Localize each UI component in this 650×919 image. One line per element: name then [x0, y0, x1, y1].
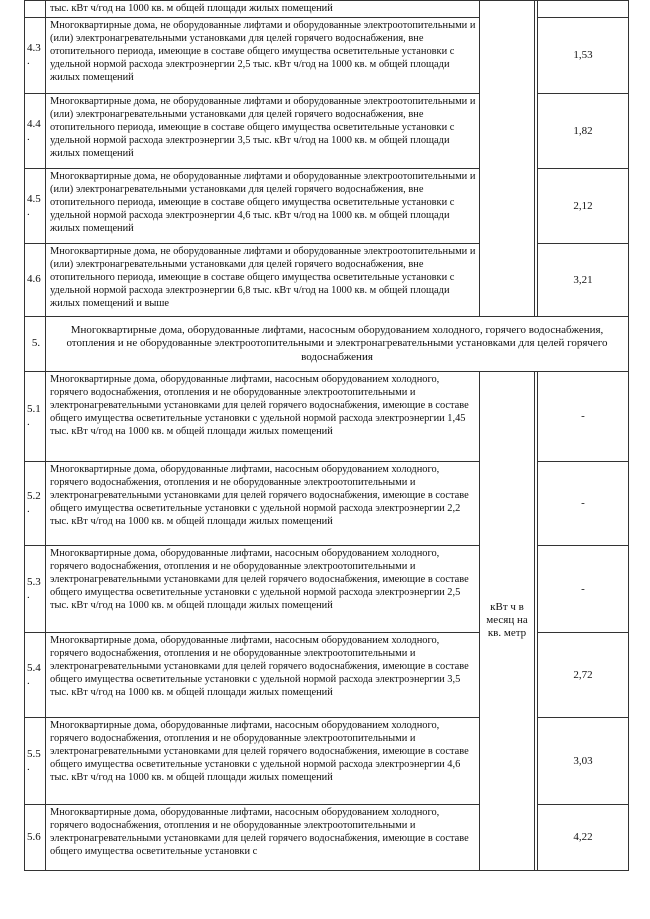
- unit-cell: [480, 1, 535, 317]
- row-value: 2,72: [538, 632, 629, 717]
- table-row: [25, 371, 629, 461]
- row-number: 5.2 .: [25, 461, 46, 545]
- row-value: 2,12: [538, 168, 629, 243]
- row-description: Многоквартирные дома, оборудованные лифтами, насосным оборудованием холодного, горячего водоснабжения, отопления и не оборудованные электроотопительными и электронагревательными установками для целей горячего водоснабжения, имеющие в составе общего имущества осветительные установки с удельной нормой расхода электроэнергии 3,5 тыс. кВт ч/год на 1000 кв. м общей площади жилых помещений: [46, 632, 480, 717]
- row-number: 5.3 .: [25, 545, 46, 632]
- row-number: 5.5 .: [25, 717, 46, 804]
- row-value: 1,53: [538, 17, 629, 93]
- row-description: Многоквартирные дома, не оборудованные лифтами и оборудованные электроотопительными и (или) электронагревательными установками для целей горячего водоснабжения, вне отопительного периода, имеющие в составе общего имущества осветительные установки с удельной нормой расхода электроэнергии 6,8 тыс. кВт ч/год на 1000 кв. м общей площади жилых помещений и выше: [46, 243, 480, 316]
- row-number: 5.4 .: [25, 632, 46, 717]
- row-number: 4.3 .: [25, 17, 46, 93]
- table-row: [25, 461, 629, 545]
- row-number: 5.1 .: [25, 371, 46, 461]
- table-row: [25, 17, 629, 93]
- table-row: [25, 168, 629, 243]
- section-heading: Многоквартирные дома, оборудованные лифтами, насосным оборудованием холодного, горячего водоснабжения, отопления и не оборудованные электроотопительными и электронагревательными установками для целей горячего водоснабжения: [46, 316, 629, 371]
- row-value: 4,22: [538, 804, 629, 870]
- table-row: [25, 804, 629, 870]
- unit-cell: [480, 371, 535, 870]
- row-description: Многоквартирные дома, оборудованные лифтами, насосным оборудованием холодного, горячего водоснабжения, отопления и не оборудованные электроотопительными и электронагревательными установками для целей горячего водоснабжения, имеющие в составе общего имущества осветительные установки с удельной нормой расхода электроэнергии 2,5 тыс. кВт ч/год на 1000 кв. м общей площади жилых помещений: [46, 545, 480, 632]
- row-number: 4.6: [25, 243, 46, 316]
- row-description: Многоквартирные дома, не оборудованные лифтами и оборудованные электроотопительными и (или) электронагревательными установками для целей горячего водоснабжения, вне отопительного периода, имеющие в составе общего имущества осветительные установки с удельной нормой расхода электроэнергии 4,6 тыс. кВт ч/год на 1000 кв. м общей площади жилых помещений: [46, 168, 480, 243]
- row-number: 5.6: [25, 804, 46, 870]
- unit-label: кВт ч в месяц на кв. метр: [486, 601, 528, 640]
- row-description: Многоквартирные дома, оборудованные лифтами, насосным оборудованием холодного, горячего водоснабжения, отопления и не оборудованные электроотопительными и электронагревательными установками для целей горячего водоснабжения, имеющие в составе общего имущества осветительные установки с удельной нормой расхода электроэнергии 4,6 тыс. кВт ч/год на 1000 кв. м общей площади жилых помещений: [46, 717, 480, 804]
- table-row: [25, 243, 629, 316]
- row-value: -: [538, 371, 629, 461]
- row-value: 3,21: [538, 243, 629, 316]
- table-row: [25, 632, 629, 717]
- table-row: [25, 717, 629, 804]
- row-description: Многоквартирные дома, оборудованные лифтами, насосным оборудованием холодного, горячего водоснабжения, отопления и не оборудованные электроотопительными и электронагревательными установками для целей горячего водоснабжения, имеющие в составе общего имущества осветительные установки с: [46, 804, 480, 870]
- row-value: 3,03: [538, 717, 629, 804]
- table-row: [25, 545, 629, 632]
- row-description: Многоквартирные дома, не оборудованные лифтами и оборудованные электроотопительными и (или) электронагревательными установками для целей горячего водоснабжения, вне отопительного периода, имеющие в составе общего имущества осветительные установки с удельной нормой расхода электроэнергии 2,5 тыс. кВт ч/год на 1000 кв. м общей площади жилых помещений: [46, 17, 480, 93]
- row-description: Многоквартирные дома, не оборудованные лифтами и оборудованные электроотопительными и (или) электронагревательными установками для целей горячего водоснабжения, вне отопительного периода, имеющие в составе общего имущества осветительные установки с удельной нормой расхода электроэнергии 3,5 тыс. кВт ч/год на 1000 кв. м общей площади жилых помещений: [46, 93, 480, 168]
- tariff-table: [24, 0, 629, 871]
- row-number: 4.5 .: [25, 168, 46, 243]
- row-value: -: [538, 545, 629, 632]
- section-number: 5.: [25, 316, 46, 371]
- row-number: [25, 1, 46, 18]
- row-value: [538, 1, 629, 18]
- row-value: 1,82: [538, 93, 629, 168]
- section-row: [25, 316, 629, 371]
- table-row: [25, 1, 629, 18]
- row-number: 4.4 .: [25, 93, 46, 168]
- table-row: [25, 93, 629, 168]
- row-description: Многоквартирные дома, оборудованные лифтами, насосным оборудованием холодного, горячего водоснабжения, отопления и не оборудованные электроотопительными и электронагревательными установками для целей горячего водоснабжения, имеющие в составе общего имущества осветительные установки с удельной нормой расхода электроэнергии 1,45 тыс. кВт ч/год на 1000 кв. м общей площади жилых помещений: [46, 371, 480, 461]
- row-value: -: [538, 461, 629, 545]
- row-description: Многоквартирные дома, оборудованные лифтами, насосным оборудованием холодного, горячего водоснабжения, отопления и не оборудованные электроотопительными и электронагревательными установками для целей горячего водоснабжения, имеющие в составе общего имущества осветительные установки с удельной нормой расхода электроэнергии 2,2 тыс. кВт ч/год на 1000 кв. м общей площади жилых помещений: [46, 461, 480, 545]
- row-description: тыс. кВт ч/год на 1000 кв. м общей площади жилых помещений: [46, 1, 480, 18]
